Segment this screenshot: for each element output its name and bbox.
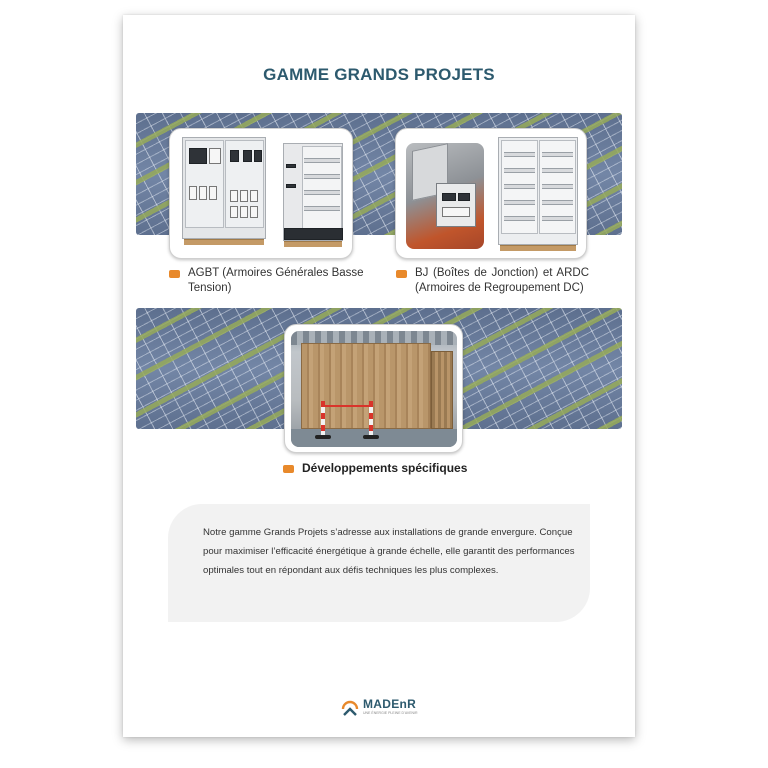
page-title: GAMME GRANDS PROJETS xyxy=(263,65,495,84)
bj-ardc-label: BJ (Boîtes de Jonction) et ARDC (Armoires de Regroupement DC) xyxy=(415,267,589,294)
description-text: Notre gamme Grands Projets s’adresse aux installations de grande envergure. Conçue pour maximiser l’efficacité énergétique à grande échelle, elle garantit des performances optimales tout en répondant aux défis techniques les plus complexes. xyxy=(203,527,575,576)
agbt-cabinet-right xyxy=(283,143,343,241)
bullet-specific xyxy=(283,465,294,473)
agbt-cabinet-left xyxy=(182,137,266,239)
ardc-cabinet xyxy=(498,137,578,245)
warehouse-scene xyxy=(291,331,457,447)
specific-developments-photo xyxy=(284,324,463,453)
bj-ardc-photo xyxy=(395,128,587,259)
madenr-logo xyxy=(340,696,420,718)
bullet-bj-ardc xyxy=(396,270,407,278)
description-box xyxy=(168,504,590,622)
brochure-page xyxy=(123,15,635,737)
agbt-photo xyxy=(169,128,353,259)
bullet-agbt xyxy=(169,270,180,278)
logo-tagline: UNE ÉNERGIE PLEINE D’AVENIR xyxy=(363,711,418,715)
junction-box-photo xyxy=(406,143,484,249)
logo-name: MADEnR xyxy=(363,697,417,711)
house-sun-icon xyxy=(340,697,360,717)
agbt-label: AGBT (Armoires Générales Basse Tension) xyxy=(188,267,364,294)
specific-developments-label: Développements spécifiques xyxy=(302,461,468,475)
